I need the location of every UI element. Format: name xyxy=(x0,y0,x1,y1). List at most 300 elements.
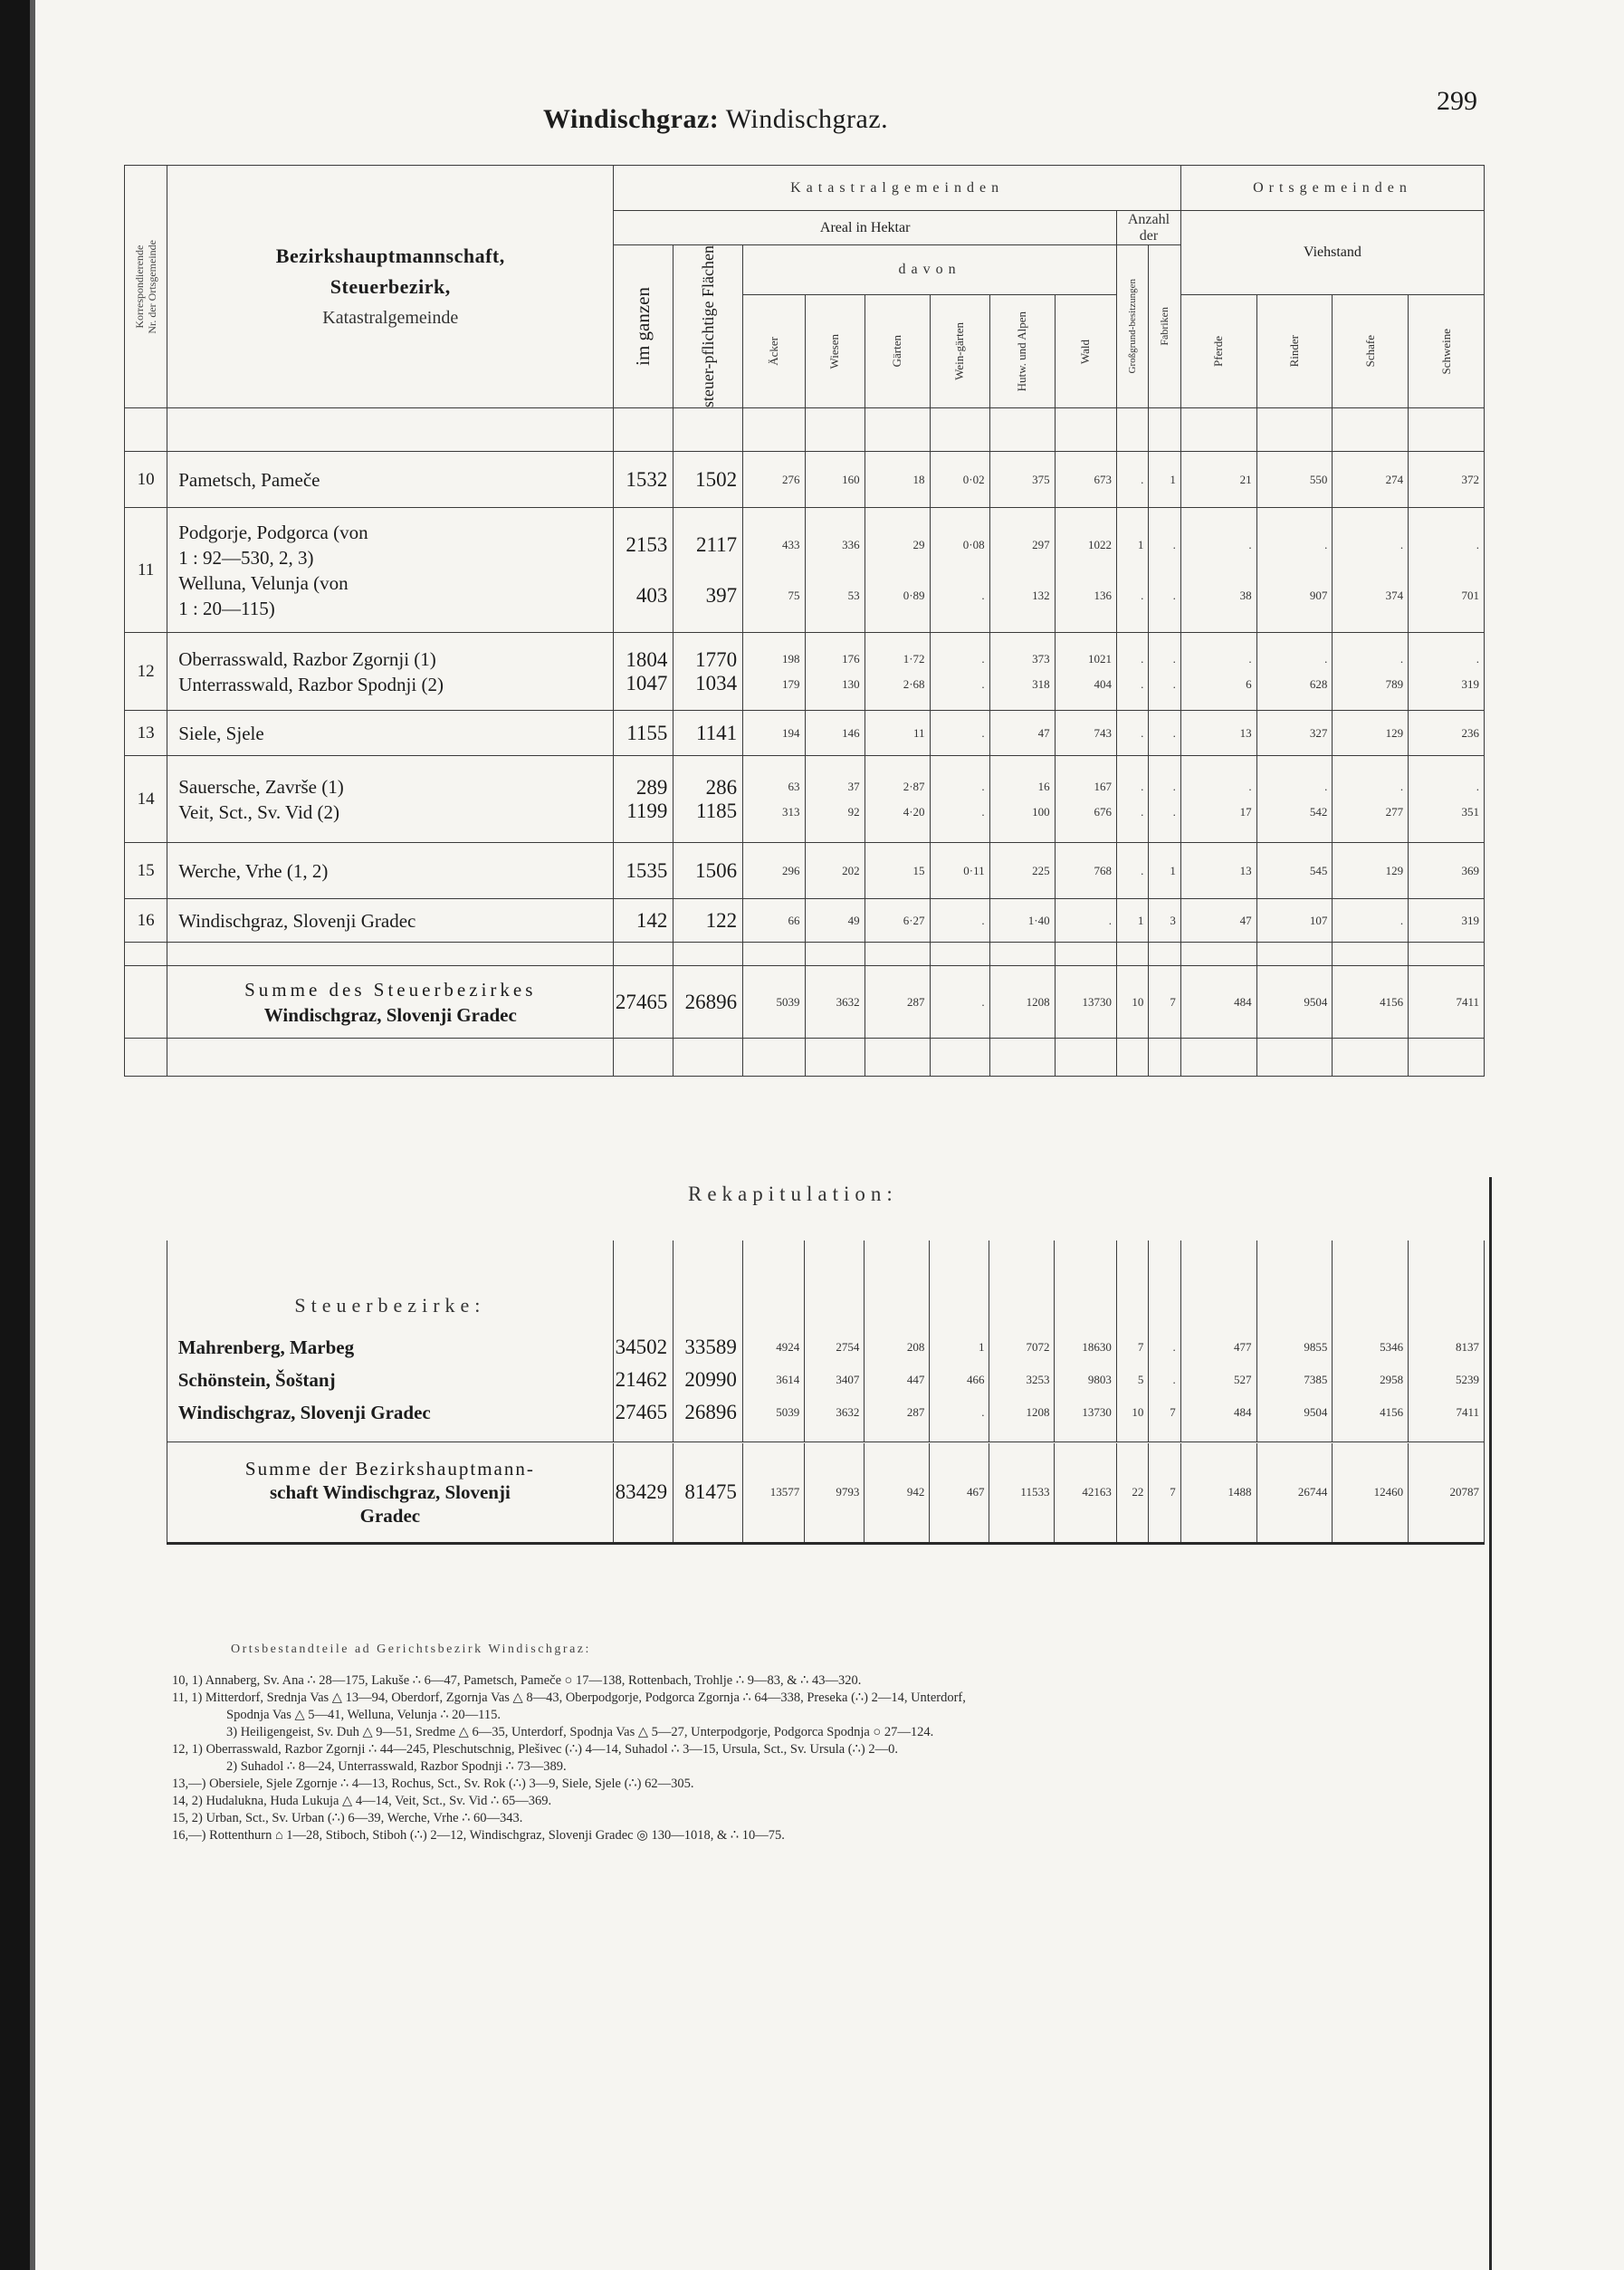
cell-value: 351 xyxy=(1461,804,1479,819)
cell-value: 17 xyxy=(1239,804,1252,819)
row-cell xyxy=(1117,756,1149,843)
rekap-total-value: 9793 xyxy=(805,1443,865,1543)
rekap-cell: 447 xyxy=(865,1364,930,1396)
rekap-cell: 1 xyxy=(930,1331,989,1364)
table-row xyxy=(125,508,1485,633)
row-cell xyxy=(1055,843,1116,899)
row-cell xyxy=(743,899,805,943)
cell-value: 0·89 xyxy=(903,588,925,602)
rekap-cell: . xyxy=(1149,1364,1180,1396)
cell-value: 122 xyxy=(705,908,738,932)
cell-value: 319 xyxy=(1461,913,1479,927)
cell-value: 768 xyxy=(1094,863,1112,877)
row-cell xyxy=(743,633,805,711)
rekap-cell: 3253 xyxy=(989,1364,1055,1396)
row-name xyxy=(167,508,614,633)
row-cell xyxy=(930,756,989,843)
rekap-cell: 13730 xyxy=(1055,1396,1116,1429)
rekap-row-name: Mahrenberg, Marbeg xyxy=(167,1331,613,1364)
cell-value: 319 xyxy=(1461,676,1479,691)
cell-value: 375 xyxy=(1032,472,1050,486)
cell-value: 47 xyxy=(1037,725,1050,740)
row-cell xyxy=(743,756,805,843)
footnote-line: 10, 1) Annaberg, Sv. Ana ∴ 28—175, Lakuše ∴ 6—47, Pametsch, Pameče ○ 17—138, Rottenbach, Trohlje ∴ 9—83, & ∴ 43—320. xyxy=(172,1673,862,1688)
row-number: 13 xyxy=(125,711,167,756)
cell-value: . xyxy=(1400,913,1404,927)
footnote-line: 3) Heiligengeist, Sv. Duh △ 9—51, Sredme △ 6—35, Unterdorf, Spodnja Vas △ 5—27, Unterpodgorje, Podgorca Spodnja ○ 27—124. xyxy=(226,1725,934,1739)
cell-value: 11 xyxy=(913,725,925,740)
scan-shadow xyxy=(0,0,30,2270)
row-cell xyxy=(673,899,743,943)
row-cell xyxy=(1180,756,1256,843)
viehstand-header: Viehstand xyxy=(1180,211,1484,295)
row-cell xyxy=(1055,899,1116,943)
rekap-rows xyxy=(124,1331,1485,1429)
cell-value: . xyxy=(1400,651,1404,666)
cell-value: 274 xyxy=(1385,472,1404,486)
row-name xyxy=(167,711,614,756)
row-cell xyxy=(1409,508,1485,633)
cell-value: 129 xyxy=(1385,863,1404,877)
row-cell xyxy=(1333,711,1409,756)
row-cell xyxy=(614,452,673,508)
row-cell xyxy=(989,843,1055,899)
cell-value: 66 xyxy=(788,913,800,927)
col-grossgrund: Großgrund-besitzungen xyxy=(1117,245,1149,408)
cell-value: 37 xyxy=(847,779,860,793)
col-fabriken: Fabriken xyxy=(1149,245,1180,408)
row-cell xyxy=(989,508,1055,633)
cell-value: . xyxy=(981,779,985,793)
rekap-cell: 27465 xyxy=(614,1396,673,1429)
cell-value: 194 xyxy=(782,725,800,740)
row-cell xyxy=(1333,843,1409,899)
davon-header: davon xyxy=(743,245,1117,295)
row-name xyxy=(167,452,614,508)
row-cell xyxy=(1256,843,1333,899)
row-cell xyxy=(1333,899,1409,943)
cell-value: 1 xyxy=(1137,913,1144,927)
table-row xyxy=(125,711,1485,756)
row-cell xyxy=(673,843,743,899)
row-cell xyxy=(673,756,743,843)
row-cell xyxy=(989,899,1055,943)
cell-value: 545 xyxy=(1309,863,1328,877)
row-name-line: Werche, Vrhe (1, 2) xyxy=(178,859,329,882)
rekap-cell: 20990 xyxy=(673,1364,743,1396)
steuerbezirke-label: Steuerbezirke: xyxy=(167,1280,613,1331)
rekap-total-value: 7 xyxy=(1149,1443,1180,1543)
page-title: Windischgraz: Windischgraz. xyxy=(543,104,889,134)
row-cell xyxy=(1117,711,1149,756)
cell-value: 16 xyxy=(1037,779,1050,793)
cell-value: 1022 xyxy=(1088,537,1112,551)
cell-value: 789 xyxy=(1385,676,1404,691)
summe-value: 9504 xyxy=(1256,966,1333,1039)
rekap-cell: 208 xyxy=(865,1331,930,1364)
cell-value: 277 xyxy=(1385,804,1404,819)
summe-value: 4156 xyxy=(1333,966,1409,1039)
rekap-total-value: 13577 xyxy=(742,1443,804,1543)
row-cell xyxy=(1256,508,1333,633)
summe-value: 7 xyxy=(1149,966,1180,1039)
row-cell xyxy=(989,452,1055,508)
cell-value: . xyxy=(981,725,985,740)
footnote-line: 2) Suhadol ∴ 8—24, Unterrasswald, Razbor Spodnji ∴ 73—389. xyxy=(226,1759,567,1774)
cell-value: . xyxy=(1172,537,1176,551)
cell-value: 1·40 xyxy=(1027,913,1050,927)
row-cell xyxy=(1055,756,1116,843)
col-acker: Äcker xyxy=(743,295,805,408)
row-cell xyxy=(1055,711,1116,756)
row-cell xyxy=(1409,899,1485,943)
rekap-cell: 33589 xyxy=(673,1331,743,1364)
rekap-cell: 466 xyxy=(930,1364,989,1396)
row-cell xyxy=(614,899,673,943)
rekap-total-value: 42163 xyxy=(1055,1443,1116,1543)
cell-value: 673 xyxy=(1094,472,1112,486)
rekapitulation-title: Rekapitulation: xyxy=(688,1183,898,1205)
cell-value: . xyxy=(1172,804,1176,819)
cell-value: 6·27 xyxy=(903,913,925,927)
rekap-cell: . xyxy=(1149,1331,1180,1364)
cell-value: . xyxy=(1324,779,1328,793)
cell-value: . xyxy=(1476,537,1479,551)
col-schafe: Schafe xyxy=(1333,295,1409,408)
rekap-cell: 7 xyxy=(1149,1396,1180,1429)
row-name-line: Sauersche, Završe (1) xyxy=(178,775,344,798)
row-cell xyxy=(614,756,673,843)
cell-value: . xyxy=(1141,588,1144,602)
cell-value: 550 xyxy=(1309,472,1328,486)
cell-value: 397 xyxy=(705,583,738,607)
anzahl-header: Anzahl der xyxy=(1117,211,1181,245)
footnote-line: 15, 2) Urban, Sct., Sv. Urban (∴) 6—39, Werche, Vrhe ∴ 60—343. xyxy=(172,1811,523,1825)
footnote-lines xyxy=(172,1672,1476,1844)
cell-value: . xyxy=(1108,913,1112,927)
cell-value: 4·20 xyxy=(903,804,925,819)
row-name-line: Welluna, Velunja (von xyxy=(178,571,349,594)
rekap-total-label: Summe der Bezirkshauptmann- schaft Windischgraz, Slovenji Gradec xyxy=(167,1443,613,1543)
cell-value: . xyxy=(1172,651,1176,666)
col-gaerten: Gärten xyxy=(865,295,930,408)
row-cell xyxy=(805,633,865,711)
row-number: 11 xyxy=(125,508,167,633)
cell-value: 18 xyxy=(912,472,925,486)
cell-value: 53 xyxy=(847,588,860,602)
cell-value: 179 xyxy=(782,676,800,691)
cell-value: . xyxy=(1141,725,1144,740)
col-steuerpflichtig: steuer-pflichtige Flächen xyxy=(673,245,743,408)
rekap-cell: 7411 xyxy=(1409,1396,1485,1429)
cell-value: 75 xyxy=(788,588,800,602)
cell-value: . xyxy=(1172,779,1176,793)
rekap-row-name: Windischgraz, Slovenji Gradec xyxy=(167,1396,613,1429)
cell-value: . xyxy=(1141,651,1144,666)
rekap-total-value: 942 xyxy=(865,1443,930,1543)
rekap-cell: 5239 xyxy=(1409,1364,1485,1396)
summe-value: 13730 xyxy=(1055,966,1116,1039)
row-cell xyxy=(1409,633,1485,711)
cell-value: 2·87 xyxy=(903,779,925,793)
cell-value: . xyxy=(1172,725,1176,740)
row-cell xyxy=(805,452,865,508)
cell-value: 3 xyxy=(1170,913,1176,927)
row-cell xyxy=(1055,452,1116,508)
cell-value: 13 xyxy=(1239,725,1252,740)
row-cell xyxy=(805,756,865,843)
row-cell xyxy=(743,452,805,508)
cell-value: . xyxy=(981,676,985,691)
cell-value: 1 xyxy=(1137,537,1144,551)
row-cell xyxy=(1180,711,1256,756)
row-cell xyxy=(805,843,865,899)
cell-value: . xyxy=(1172,676,1176,691)
data-rows xyxy=(125,452,1485,943)
row-cell xyxy=(1333,508,1409,633)
cell-value: 1502 xyxy=(695,467,738,491)
summe-label: Summe des Steuerbezirkes Windischgraz, Slovenji Gradec xyxy=(167,966,614,1039)
cell-value: 176 xyxy=(842,651,860,666)
row-name xyxy=(167,899,614,943)
cell-value: . xyxy=(1400,537,1404,551)
cell-value: 0·11 xyxy=(963,863,985,877)
cell-value: 2·68 xyxy=(903,676,925,691)
row-name-line: Siele, Sjele xyxy=(178,722,264,744)
cell-value: 542 xyxy=(1309,804,1328,819)
col-rinder: Rinder xyxy=(1256,295,1333,408)
row-number: 16 xyxy=(125,899,167,943)
rekap-total-value: 81475 xyxy=(673,1443,743,1543)
col-hutweiden: Hutw. und Alpen xyxy=(989,295,1055,408)
row-cell xyxy=(930,843,989,899)
row-cell xyxy=(1117,452,1149,508)
row-cell xyxy=(1256,711,1333,756)
row-cell xyxy=(930,633,989,711)
cell-value: 136 xyxy=(1094,588,1112,602)
rekap-cell: 9855 xyxy=(1256,1331,1333,1364)
row-name xyxy=(167,843,614,899)
row-cell xyxy=(865,508,930,633)
rekap-cell: 9504 xyxy=(1256,1396,1333,1429)
cell-value: 1141 xyxy=(695,721,738,744)
cell-value: . xyxy=(1141,804,1144,819)
cell-value: 1535 xyxy=(626,858,668,882)
cell-value: . xyxy=(1248,537,1252,551)
cell-value: 1199 xyxy=(626,799,668,822)
row-cell xyxy=(614,711,673,756)
cell-value: 130 xyxy=(842,676,860,691)
cell-value: . xyxy=(981,651,985,666)
cell-value: 100 xyxy=(1032,804,1050,819)
cell-value: 374 xyxy=(1385,588,1404,602)
rekap-row xyxy=(124,1331,1485,1364)
rekap-cell: 4156 xyxy=(1333,1396,1409,1429)
row-cell xyxy=(989,711,1055,756)
row-name-line: 1 : 92—530, 2, 3) xyxy=(178,546,314,569)
row-name-line: Veit, Sct., Sv. Vid (2) xyxy=(178,800,340,823)
page-number: 299 xyxy=(1437,86,1477,116)
cell-value: . xyxy=(1172,588,1176,602)
cell-value: 297 xyxy=(1032,537,1050,551)
row-cell xyxy=(989,633,1055,711)
ortsgemeinden-header: Ortsgemeinden xyxy=(1180,166,1484,211)
rekap-total-value: 11533 xyxy=(989,1443,1055,1543)
footnotes xyxy=(172,1641,1476,1844)
row-cell xyxy=(805,508,865,633)
cell-value: 63 xyxy=(788,779,800,793)
row-cell xyxy=(614,508,673,633)
cell-value: 107 xyxy=(1309,913,1328,927)
katastralgemeinden-header: Katastralgemeinden xyxy=(614,166,1181,211)
cell-value: . xyxy=(981,913,985,927)
cell-value: . xyxy=(1141,863,1144,877)
footnote-line: 12, 1) Oberrasswald, Razbor Zgornji ∴ 44—245, Pleschutschnig, Plešivec (∴) 4—14, Suhadol ∴ 3—15, Ursula, Sct., Sv. Ursula (∴) 2—0. xyxy=(172,1742,898,1757)
cell-value: 628 xyxy=(1309,676,1328,691)
row-cell xyxy=(865,756,930,843)
row-cell xyxy=(1149,756,1180,843)
row-cell xyxy=(1333,633,1409,711)
cell-value: 743 xyxy=(1094,725,1112,740)
col-wiesen: Wiesen xyxy=(805,295,865,408)
bezirk-header: Bezirkshauptmannschaft, Steuerbezirk, Katastralgemeinde xyxy=(167,166,614,408)
row-cell xyxy=(1055,508,1116,633)
rekap-total-value: 83429 xyxy=(614,1443,673,1543)
row-cell xyxy=(673,508,743,633)
row-cell xyxy=(743,711,805,756)
rekap-total-value: 20787 xyxy=(1409,1443,1485,1543)
col-weingaerten: Wein-gärten xyxy=(930,295,989,408)
col-im-ganzen: im ganzen xyxy=(614,245,673,408)
row-cell xyxy=(865,633,930,711)
rekap-total-value: 12460 xyxy=(1333,1443,1409,1543)
cell-value: 327 xyxy=(1309,725,1328,740)
cell-value: 701 xyxy=(1461,588,1479,602)
areal-header: Areal in Hektar xyxy=(614,211,1117,245)
rekap-cell: 10 xyxy=(1116,1396,1148,1429)
row-cell xyxy=(930,711,989,756)
cell-value: 0·02 xyxy=(962,472,985,486)
summe-value: 27465 xyxy=(614,966,673,1039)
rekap-total-row xyxy=(124,1443,1485,1543)
summe-value: 10 xyxy=(1117,966,1149,1039)
cell-value: . xyxy=(1476,651,1479,666)
row-cell xyxy=(1333,756,1409,843)
cell-value: 0·08 xyxy=(962,537,985,551)
rekap-total-value: 467 xyxy=(930,1443,989,1543)
row-cell xyxy=(1117,843,1149,899)
cell-value: . xyxy=(1141,779,1144,793)
row-cell xyxy=(1055,633,1116,711)
cell-value: 146 xyxy=(842,725,860,740)
cell-value: . xyxy=(981,804,985,819)
cell-value: . xyxy=(1141,676,1144,691)
row-cell xyxy=(989,756,1055,843)
row-cell xyxy=(1117,899,1149,943)
cell-value: 907 xyxy=(1309,588,1328,602)
row-cell xyxy=(673,452,743,508)
cell-value: 1804 xyxy=(626,647,668,671)
cell-value: 129 xyxy=(1385,725,1404,740)
page-rule xyxy=(1489,1177,1492,2270)
rekap-cell: 26896 xyxy=(673,1396,743,1429)
cell-value: 403 xyxy=(635,583,668,607)
cell-value: 1770 xyxy=(695,647,738,671)
row-cell xyxy=(673,633,743,711)
row-cell xyxy=(1180,508,1256,633)
rekap-cell: 8137 xyxy=(1409,1331,1485,1364)
cell-value: 373 xyxy=(1032,651,1050,666)
cell-value: . xyxy=(1248,651,1252,666)
row-number: 15 xyxy=(125,843,167,899)
cell-value: 38 xyxy=(1239,588,1252,602)
rekap-row xyxy=(124,1396,1485,1429)
summe-value: 7411 xyxy=(1409,966,1485,1039)
row-cell xyxy=(1180,843,1256,899)
cell-value: 404 xyxy=(1094,676,1112,691)
cell-value: 433 xyxy=(782,537,800,551)
cell-value: 167 xyxy=(1094,779,1112,793)
cell-value: 92 xyxy=(847,804,860,819)
rekap-row-name: Schönstein, Šoštanj xyxy=(167,1364,613,1396)
row-cell xyxy=(930,508,989,633)
cell-value: 1034 xyxy=(695,671,738,694)
rekap-cell: 34502 xyxy=(614,1331,673,1364)
rekap-cell: 18630 xyxy=(1055,1331,1116,1364)
cell-value: 372 xyxy=(1461,472,1479,486)
rekap-cell: 3614 xyxy=(742,1364,804,1396)
row-cell xyxy=(1149,508,1180,633)
table-row xyxy=(125,843,1485,899)
rekap-total-value: 26744 xyxy=(1256,1443,1333,1543)
row-number: 14 xyxy=(125,756,167,843)
row-cell xyxy=(1117,508,1149,633)
rekap-cell: 287 xyxy=(865,1396,930,1429)
cell-value: 276 xyxy=(782,472,800,486)
row-cell xyxy=(1180,452,1256,508)
row-cell xyxy=(1149,711,1180,756)
row-cell xyxy=(1409,711,1485,756)
summe-value: 1208 xyxy=(989,966,1055,1039)
col-pferde: Pferde xyxy=(1180,295,1256,408)
row-cell xyxy=(1149,452,1180,508)
cell-value: . xyxy=(1324,537,1328,551)
cell-value: 2153 xyxy=(626,532,668,556)
summe-value: 484 xyxy=(1180,966,1256,1039)
col-schweine: Schweine xyxy=(1409,295,1485,408)
cell-value: 369 xyxy=(1461,863,1479,877)
rekap-cell: 3407 xyxy=(805,1364,865,1396)
cell-value: 21 xyxy=(1239,472,1252,486)
table-row xyxy=(125,756,1485,843)
row-cell xyxy=(805,899,865,943)
row-cell xyxy=(1333,452,1409,508)
rekap-cell: 4924 xyxy=(742,1331,804,1364)
footnote-line: 11, 1) Mitterdorf, Srednja Vas △ 13—94, Oberdorf, Zgornja Vas △ 8—43, Oberpodgorje, Podgorca Zgornja ∴ 64—338, Preseka (∴) 2—14, Unterdorf, xyxy=(172,1691,966,1705)
cell-value: 676 xyxy=(1094,804,1112,819)
table-row xyxy=(125,899,1485,943)
row-cell xyxy=(1180,633,1256,711)
rekap-total-value: 22 xyxy=(1116,1443,1148,1543)
row-cell xyxy=(1149,633,1180,711)
row-cell xyxy=(805,711,865,756)
row-cell xyxy=(1256,899,1333,943)
row-cell xyxy=(1409,756,1485,843)
rekap-cell: 527 xyxy=(1180,1364,1256,1396)
cell-value: 13 xyxy=(1239,863,1252,877)
rekap-cell: . xyxy=(930,1396,989,1429)
rekap-cell: 2754 xyxy=(805,1331,865,1364)
